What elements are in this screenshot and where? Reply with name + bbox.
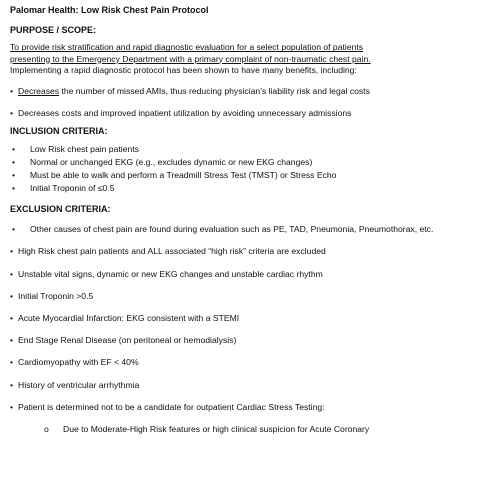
bullet-icon: • [10, 379, 14, 390]
exclusion-heading: EXCLUSION CRITERIA: [10, 203, 111, 214]
benefit-keyword: Decreases [18, 85, 60, 96]
list-item [10, 183, 478, 194]
list-item-text: History of ventricular arrhythmia [18, 379, 140, 390]
list-item [10, 335, 478, 346]
list-item [10, 170, 478, 181]
list-item-text: Unstable vital signs, dynamic or new EKG changes and unstable cardiac rhythm [18, 268, 323, 279]
purpose-line-3: Implementing a rapid diagnostic protocol has been shown to have many benefits, including: [10, 64, 357, 75]
sub-item-text: Due to Moderate-High Risk features or high clinical suspicion for Acute Coronary [63, 423, 370, 434]
exclusion-item-first [10, 224, 478, 235]
list-item [10, 144, 478, 155]
circle-bullet-icon: o [44, 423, 49, 434]
purpose-line-1: To provide risk stratification and rapid diagnostic evaluation for a select population of patients [10, 42, 364, 53]
inclusion-heading: INCLUSION CRITERIA: [10, 126, 108, 137]
list-item-text: High Risk chest pain patients and ALL associated “high risk” criteria are excluded [18, 246, 326, 257]
bullet-icon: • [12, 224, 16, 235]
bullet-icon: • [10, 312, 14, 323]
purpose-heading: PURPOSE / SCOPE: [10, 24, 97, 35]
benefit-item-1 [10, 86, 478, 97]
benefit-text-1: the number of missed AMIs, thus reducing physician’s liability risk and legal costs [59, 85, 370, 96]
bullet-icon: • [10, 268, 14, 279]
benefit-item-2 [10, 108, 478, 119]
bullet-icon: • [10, 335, 14, 346]
list-item-text: Must be able to walk and perform a Treadmill Stress Test (TMST) or Stress Echo [30, 170, 337, 181]
benefit-text-2: Decreases costs and improved inpatient utilization by avoiding unnecessary admissions [18, 108, 352, 119]
bullet-icon: • [12, 183, 16, 194]
list-item [10, 313, 478, 324]
bullet-icon: • [12, 143, 16, 154]
inclusion-list [10, 144, 478, 195]
bullet-icon: • [12, 157, 16, 168]
bullet-icon: • [10, 108, 14, 119]
list-item-text: Normal or unchanged EKG (e.g., excludes dynamic or new EKG changes) [30, 157, 313, 168]
list-item [10, 157, 478, 168]
list-item-text: Patient is determined not to be a candidate for outpatient Cardiac Stress Testing: [18, 401, 325, 412]
list-item-text: Initial Troponin of ≤0.5 [30, 183, 115, 194]
list-item-text: Initial Troponin >0.5 [18, 290, 94, 301]
list-item [10, 357, 478, 368]
list-item-text: End Stage Renal Disease (on peritoneal or hemodialysis) [18, 335, 237, 346]
list-item [10, 291, 478, 302]
list-item [10, 269, 478, 280]
list-item [10, 380, 478, 391]
bullet-icon: • [12, 170, 16, 181]
document-title: Palomar Health: Low Risk Chest Pain Protocol [10, 5, 209, 15]
list-item [10, 246, 478, 257]
bullet-icon: • [10, 290, 14, 301]
exclusion-first-text: Other causes of chest pain are found during evaluation such as PE, TAD, Pneumonia, Pneumothorax, etc. [30, 224, 434, 235]
list-item-text: Cardiomyopathy with EF < 40% [18, 357, 139, 368]
list-item-text: Low Risk chest pain patients [30, 143, 139, 154]
list-item [10, 402, 478, 413]
bullet-icon: • [10, 85, 14, 96]
sub-list-item [10, 424, 478, 435]
purpose-line-2: presenting to the Emergency Department with a primary complaint of non-traumatic chest pain. [10, 53, 371, 64]
bullet-icon: • [10, 357, 14, 368]
bullet-icon: • [10, 401, 14, 412]
list-item-text: Acute Myocardial Infarction: EKG consistent with a STEMI [18, 312, 240, 323]
bullet-icon: • [10, 246, 14, 257]
